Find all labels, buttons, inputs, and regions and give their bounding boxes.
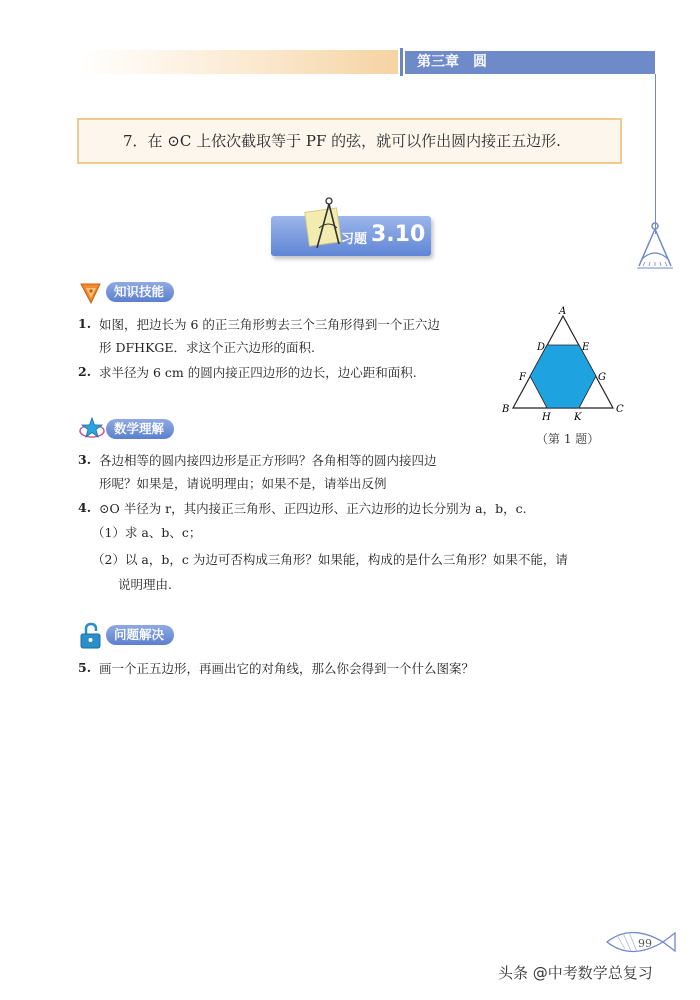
problem-1-line1: 如图，把边长为 6 的正三角形剪去三个三角形得到一个正六边 bbox=[99, 317, 440, 332]
section-skills-label: 知识技能 bbox=[106, 282, 174, 302]
padlock-icon bbox=[78, 622, 104, 650]
page-number: 99 bbox=[638, 937, 652, 950]
label-C: C bbox=[616, 404, 624, 415]
problem-4-number: 4. bbox=[78, 500, 92, 515]
header-separator bbox=[400, 48, 403, 76]
problem-5-line1: 画一个正五边形，再画出它的对角线，那么你会得到一个什么图案？ bbox=[99, 661, 475, 676]
exercise-tab bbox=[271, 216, 431, 256]
label-B: B bbox=[502, 404, 510, 415]
hexagon-triangle-figure bbox=[498, 304, 628, 424]
chapter-title: 第三章 圆 bbox=[405, 51, 655, 74]
pen-nib-icon bbox=[78, 279, 104, 305]
note-box bbox=[77, 118, 622, 164]
problem-4-sub2a: （2）以 a，b，c 为边可否构成三角形？如果能，构成的是什么三角形？如果不能，请 bbox=[92, 552, 568, 567]
header-gradient-bar bbox=[80, 50, 398, 74]
section-problem-label: 问题解决 bbox=[106, 625, 174, 645]
label-G: G bbox=[598, 372, 606, 383]
hexagon-shape bbox=[530, 345, 596, 408]
problem-2-number: 2. bbox=[78, 364, 92, 379]
exercise-number: 3.10 bbox=[371, 222, 426, 247]
compass-corner-icon bbox=[633, 222, 677, 272]
note-text: 7．在 ⊙C 上依次截取等于 PF 的弦，就可以作出圆内接正五边形. bbox=[123, 132, 561, 150]
label-F: F bbox=[519, 372, 526, 383]
label-A: A bbox=[559, 306, 567, 317]
problem-4-sub1: （1）求 a、b、c； bbox=[92, 525, 202, 540]
problem-3-line1: 各边相等的圆内接四边形是正方形吗？各角相等的圆内接四边 bbox=[99, 453, 437, 468]
star-orbit-icon bbox=[78, 416, 106, 442]
problem-3-number: 3. bbox=[78, 452, 92, 467]
problem-2-line1: 求半径为 6 cm 的圆内接正四边形的边长，边心距和面积. bbox=[99, 365, 417, 380]
compass-icon bbox=[301, 196, 351, 254]
section-understanding-label: 数学理解 bbox=[106, 419, 174, 439]
label-K: K bbox=[574, 412, 582, 423]
problem-4-sub2b: 说明理由. bbox=[118, 577, 172, 592]
label-D: D bbox=[537, 342, 546, 353]
problem-1-number: 1. bbox=[78, 316, 92, 331]
problem-3-line2: 形呢？如果是，请说明理由；如果不是，请举出反例 bbox=[99, 476, 387, 491]
exercise-label: 习题 bbox=[341, 232, 368, 247]
problem-5-number: 5. bbox=[78, 660, 92, 675]
margin-vertical-line bbox=[655, 74, 656, 234]
figure-caption: （第 1 题） bbox=[536, 432, 600, 446]
label-E: E bbox=[582, 342, 590, 353]
problem-4-line1: ⊙O 半径为 r，其内接正三角形、正四边形、正六边形的边长分别为 a，b，c. bbox=[99, 501, 527, 516]
problem-1-line2: 形 DFHKGE．求这个正六边形的面积. bbox=[99, 340, 315, 355]
watermark-text: 头条 @中考数学总复习 bbox=[498, 964, 653, 982]
label-H: H bbox=[542, 412, 551, 423]
